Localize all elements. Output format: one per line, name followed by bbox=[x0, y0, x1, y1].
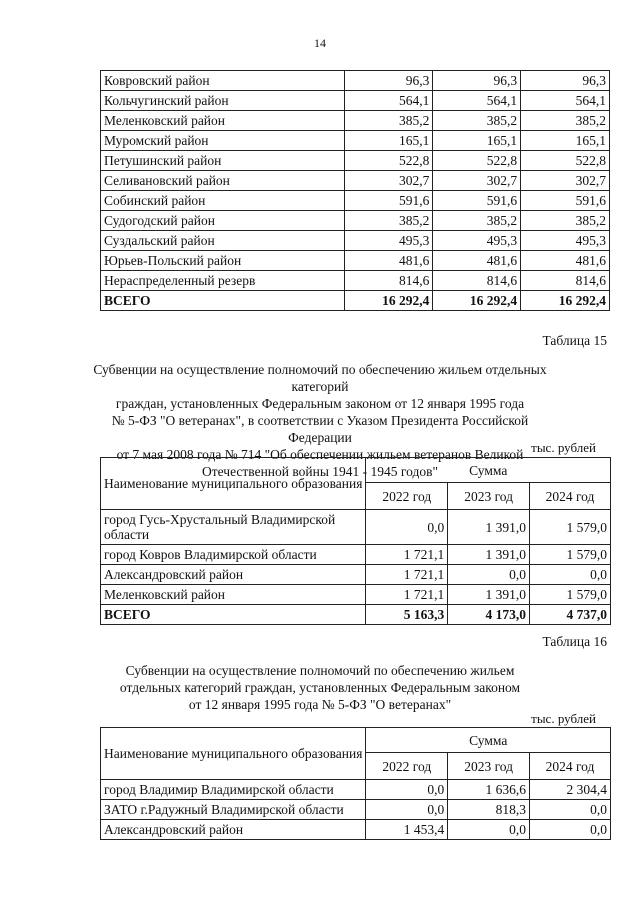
row-name: Муромский район bbox=[101, 131, 345, 151]
table-14-continued bbox=[100, 70, 610, 311]
table-row bbox=[101, 585, 611, 605]
table-16-caption: Таблица 16 bbox=[542, 634, 607, 649]
value-2022: 165,1 bbox=[344, 131, 433, 151]
value-2023: 96,3 bbox=[433, 71, 521, 91]
title-line: от 12 января 1995 года № 5-ФЗ "О ветеранах" bbox=[188, 697, 452, 712]
row-name: Юрьев-Польский район bbox=[101, 251, 345, 271]
header-year-2022: 2022 год bbox=[366, 753, 448, 780]
value-2022: 0,0 bbox=[366, 800, 448, 820]
value-2023: 385,2 bbox=[433, 211, 521, 231]
value-2023: 814,6 bbox=[433, 271, 521, 291]
title-line: от 7 мая 2008 года № 714 "Об обеспечении жильем ветеранов Великой bbox=[116, 447, 524, 462]
page-number: 14 bbox=[314, 36, 326, 50]
value-2022: 385,2 bbox=[344, 111, 433, 131]
value-2022: 1 721,1 bbox=[366, 545, 448, 565]
value-2024: 564,1 bbox=[521, 91, 610, 111]
table-header-row bbox=[101, 458, 611, 483]
row-name: Нераспределенный резерв bbox=[101, 271, 345, 291]
value-2024: 481,6 bbox=[521, 251, 610, 271]
table-row bbox=[101, 91, 610, 111]
value-2023: 564,1 bbox=[433, 91, 521, 111]
table-header-row bbox=[101, 728, 611, 753]
title-line: отдельных категорий граждан, установленных Федеральным законом bbox=[119, 680, 521, 695]
value-2022: 564,1 bbox=[344, 91, 433, 111]
header-year-2022: 2022 год bbox=[366, 483, 448, 510]
value-2022: 522,8 bbox=[344, 151, 433, 171]
title-line: Субвенции на осуществление полномочий по обеспечению жильем отдельных категорий bbox=[93, 362, 547, 394]
row-name: город Владимир Владимирской области bbox=[101, 780, 366, 800]
value-2024: 1 579,0 bbox=[530, 545, 611, 565]
row-name: Александровский район bbox=[101, 820, 366, 840]
table-row bbox=[101, 191, 610, 211]
header-sum: Сумма bbox=[366, 728, 611, 753]
table-row bbox=[101, 151, 610, 171]
table-row bbox=[101, 171, 610, 191]
total-2024: 16 292,4 bbox=[521, 291, 610, 311]
value-2022: 0,0 bbox=[366, 780, 448, 800]
row-name: Суздальский район bbox=[101, 231, 345, 251]
value-2023: 522,8 bbox=[433, 151, 521, 171]
total-label: ВСЕГО bbox=[101, 291, 345, 311]
value-2024: 385,2 bbox=[521, 211, 610, 231]
row-name: Петушинский район bbox=[101, 151, 345, 171]
table-15-units: тыс. рублей bbox=[531, 440, 596, 455]
table-row bbox=[101, 251, 610, 271]
header-year-2023: 2023 год bbox=[448, 753, 530, 780]
value-2024: 814,6 bbox=[521, 271, 610, 291]
value-2024: 591,6 bbox=[521, 191, 610, 211]
row-name: Селивановский район bbox=[101, 171, 345, 191]
row-name: Меленковский район bbox=[101, 585, 366, 605]
total-label: ВСЕГО bbox=[101, 605, 366, 625]
value-2024: 165,1 bbox=[521, 131, 610, 151]
value-2022: 495,3 bbox=[344, 231, 433, 251]
row-name: Александровский район bbox=[101, 565, 366, 585]
table-row bbox=[101, 71, 610, 91]
value-2023: 1 391,0 bbox=[448, 585, 530, 605]
table-row bbox=[101, 271, 610, 291]
title-line: № 5-ФЗ "О ветеранах", в соответствии с Указом Президента Российской Федерации bbox=[111, 413, 529, 445]
value-2022: 481,6 bbox=[344, 251, 433, 271]
value-2024: 2 304,4 bbox=[530, 780, 611, 800]
table-15 bbox=[100, 457, 611, 625]
table-row bbox=[101, 231, 610, 251]
row-name: Собинский район bbox=[101, 191, 345, 211]
value-2024: 495,3 bbox=[521, 231, 610, 251]
value-2024: 96,3 bbox=[521, 71, 610, 91]
value-2023: 1 636,6 bbox=[448, 780, 530, 800]
value-2024: 0,0 bbox=[530, 565, 611, 585]
table-row bbox=[101, 510, 611, 545]
table-row bbox=[101, 565, 611, 585]
row-name: город Ковров Владимирской области bbox=[101, 545, 366, 565]
value-2023: 495,3 bbox=[433, 231, 521, 251]
row-name: ЗАТО г.Радужный Владимирской области bbox=[101, 800, 366, 820]
value-2023: 1 391,0 bbox=[448, 545, 530, 565]
value-2022: 96,3 bbox=[344, 71, 433, 91]
value-2022: 302,7 bbox=[344, 171, 433, 191]
header-year-2024: 2024 год bbox=[530, 483, 611, 510]
table-16-units: тыс. рублей bbox=[531, 711, 596, 726]
value-2024: 385,2 bbox=[521, 111, 610, 131]
total-2023: 4 173,0 bbox=[448, 605, 530, 625]
value-2023: 0,0 bbox=[448, 820, 530, 840]
value-2023: 385,2 bbox=[433, 111, 521, 131]
value-2024: 0,0 bbox=[530, 800, 611, 820]
table-row bbox=[101, 211, 610, 231]
row-name: Судогодский район bbox=[101, 211, 345, 231]
value-2023: 1 391,0 bbox=[448, 510, 530, 545]
value-2023: 302,7 bbox=[433, 171, 521, 191]
value-2022: 1 721,1 bbox=[366, 565, 448, 585]
table-row bbox=[101, 820, 611, 840]
value-2022: 814,6 bbox=[344, 271, 433, 291]
table-total-row bbox=[101, 291, 610, 311]
value-2022: 591,6 bbox=[344, 191, 433, 211]
header-year-2023: 2023 год bbox=[448, 483, 530, 510]
value-2024: 302,7 bbox=[521, 171, 610, 191]
table-16-title bbox=[90, 662, 550, 713]
value-2023: 591,6 bbox=[433, 191, 521, 211]
title-line: граждан, установленных Федеральным законом от 12 января 1995 года bbox=[115, 396, 525, 411]
row-name: Кольчугинский район bbox=[101, 91, 345, 111]
header-name-column: Наименование муниципального образования bbox=[101, 728, 366, 780]
value-2022: 1 721,1 bbox=[366, 585, 448, 605]
title-line: Отечественной войны 1941 - 1945 годов" bbox=[201, 464, 438, 479]
total-2022: 5 163,3 bbox=[366, 605, 448, 625]
header-sum: Сумма bbox=[366, 458, 611, 483]
value-2024: 1 579,0 bbox=[530, 585, 611, 605]
table-row bbox=[101, 545, 611, 565]
title-line: Субвенции на осуществление полномочий по обеспечению жильем bbox=[125, 663, 515, 678]
table-row bbox=[101, 131, 610, 151]
table-15-caption: Таблица 15 bbox=[542, 333, 607, 348]
total-2023: 16 292,4 bbox=[433, 291, 521, 311]
value-2023: 165,1 bbox=[433, 131, 521, 151]
value-2023: 0,0 bbox=[448, 565, 530, 585]
table-16 bbox=[100, 727, 611, 840]
row-name: Ковровский район bbox=[101, 71, 345, 91]
value-2024: 522,8 bbox=[521, 151, 610, 171]
header-year-2024: 2024 год bbox=[530, 753, 611, 780]
value-2023: 481,6 bbox=[433, 251, 521, 271]
row-name: город Гусь-Хрустальный Владимирской области bbox=[101, 510, 366, 545]
value-2022: 1 453,4 bbox=[366, 820, 448, 840]
table-row bbox=[101, 780, 611, 800]
value-2022: 385,2 bbox=[344, 211, 433, 231]
value-2022: 0,0 bbox=[366, 510, 448, 545]
total-2022: 16 292,4 bbox=[344, 291, 433, 311]
table-row bbox=[101, 111, 610, 131]
total-2024: 4 737,0 bbox=[530, 605, 611, 625]
value-2024: 1 579,0 bbox=[530, 510, 611, 545]
table-total-row bbox=[101, 605, 611, 625]
value-2024: 0,0 bbox=[530, 820, 611, 840]
table-row bbox=[101, 800, 611, 820]
header-name-column: Наименование муниципального образования bbox=[101, 458, 366, 510]
row-name: Меленковский район bbox=[101, 111, 345, 131]
value-2023: 818,3 bbox=[448, 800, 530, 820]
